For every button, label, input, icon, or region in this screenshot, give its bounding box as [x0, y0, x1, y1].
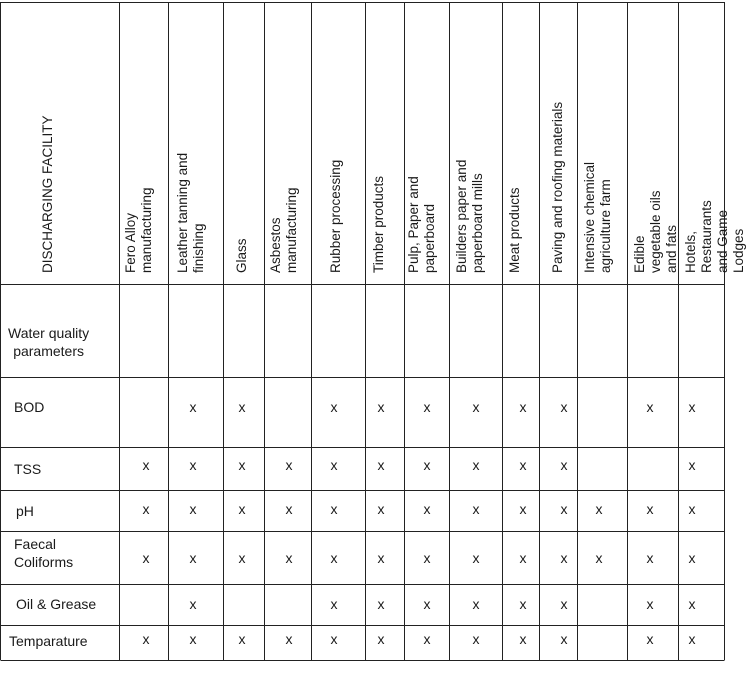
applicability-mark: x — [595, 550, 603, 566]
applicability-mark: x — [519, 596, 527, 612]
applicability-mark: x — [330, 399, 338, 415]
applicability-mark: x — [688, 631, 696, 647]
applicability-mark: x — [285, 501, 293, 517]
facility-header: Glass — [234, 238, 249, 273]
applicability-mark: x — [142, 457, 150, 473]
applicability-mark: x — [688, 501, 696, 517]
applicability-mark: x — [189, 501, 197, 517]
applicability-mark: x — [142, 501, 150, 517]
applicability-mark: x — [189, 399, 197, 415]
parameter-label: Temparature — [9, 633, 88, 649]
water-quality-parameters-label: Water quality parameters — [8, 325, 90, 359]
discharging-facility-header: DISCHARGING FACILITY — [40, 115, 55, 273]
applicability-mark: x — [238, 399, 246, 415]
applicability-mark: x — [330, 631, 338, 647]
parameter-label: BOD — [14, 399, 45, 415]
applicability-mark: x — [688, 399, 696, 415]
applicability-mark: x — [560, 550, 568, 566]
applicability-mark: x — [423, 501, 431, 517]
applicability-mark: x — [595, 501, 603, 517]
applicability-mark: x — [142, 631, 150, 647]
applicability-mark: x — [377, 596, 385, 612]
facility-header: Asbestos manufacturing — [268, 187, 299, 273]
applicability-mark: x — [377, 457, 385, 473]
applicability-mark: x — [377, 399, 385, 415]
facility-header: Meat products — [507, 187, 522, 273]
applicability-mark: x — [423, 631, 431, 647]
applicability-mark: x — [472, 631, 480, 647]
applicability-mark: x — [285, 550, 293, 566]
facility-header: Fero Alloy manufacturing — [123, 187, 154, 273]
applicability-mark: x — [189, 550, 197, 566]
parameter-label: TSS — [14, 461, 42, 477]
applicability-mark: x — [423, 457, 431, 473]
applicability-mark: x — [560, 631, 568, 647]
applicability-mark: x — [423, 596, 431, 612]
applicability-mark: x — [519, 550, 527, 566]
facility-header: Builders paper and paperboard mills — [454, 159, 485, 273]
facility-header: Rubber processing — [328, 159, 343, 273]
parameter-label: Faecal Coliforms — [14, 536, 74, 570]
applicability-mark: x — [646, 550, 654, 566]
applicability-mark: x — [238, 550, 246, 566]
applicability-mark: x — [330, 457, 338, 473]
applicability-mark: x — [560, 399, 568, 415]
facility-header: Edible vegetable oils and fats — [632, 190, 679, 273]
applicability-mark: x — [519, 457, 527, 473]
applicability-mark: x — [472, 501, 480, 517]
applicability-mark: x — [688, 457, 696, 473]
applicability-mark: x — [646, 631, 654, 647]
parameter-label: Oil & Grease — [16, 596, 97, 612]
facility-header: Leather tanning and finishing — [175, 152, 206, 273]
applicability-mark: x — [472, 399, 480, 415]
applicability-mark: x — [519, 501, 527, 517]
applicability-mark: x — [646, 596, 654, 612]
applicability-mark: x — [189, 457, 197, 473]
applicability-mark: x — [646, 501, 654, 517]
facility-header: Intensive chemical agriculture farm — [582, 161, 613, 273]
applicability-mark: x — [560, 596, 568, 612]
applicability-mark: x — [330, 501, 338, 517]
applicability-mark: x — [423, 550, 431, 566]
applicability-mark: x — [519, 631, 527, 647]
applicability-mark: x — [330, 550, 338, 566]
applicability-mark: x — [285, 631, 293, 647]
facility-header: Paving and roofing materials — [550, 101, 565, 273]
applicability-mark: x — [646, 399, 654, 415]
applicability-mark: x — [238, 631, 246, 647]
applicability-mark: x — [472, 596, 480, 612]
applicability-mark: x — [189, 631, 197, 647]
applicability-mark: x — [423, 399, 431, 415]
applicability-mark: x — [238, 457, 246, 473]
applicability-mark: x — [472, 550, 480, 566]
facility-header: Timber products — [371, 175, 386, 273]
applicability-mark: x — [330, 596, 338, 612]
applicability-mark: x — [472, 457, 480, 473]
applicability-mark: x — [238, 501, 246, 517]
applicability-mark: x — [377, 501, 385, 517]
applicability-mark: x — [142, 550, 150, 566]
applicability-mark: x — [285, 457, 293, 473]
applicability-mark: x — [377, 550, 385, 566]
applicability-mark: x — [688, 550, 696, 566]
applicability-mark: x — [519, 399, 527, 415]
applicability-mark: x — [377, 631, 385, 647]
facility-header: Hotels, Restaurants and Game Lodges — [683, 200, 746, 273]
facility-header: Pulp, Paper and paperboard — [406, 176, 437, 273]
applicability-mark: x — [688, 596, 696, 612]
applicability-mark: x — [560, 457, 568, 473]
parameter-label: pH — [16, 503, 34, 519]
applicability-mark: x — [189, 596, 197, 612]
applicability-mark: x — [560, 501, 568, 517]
